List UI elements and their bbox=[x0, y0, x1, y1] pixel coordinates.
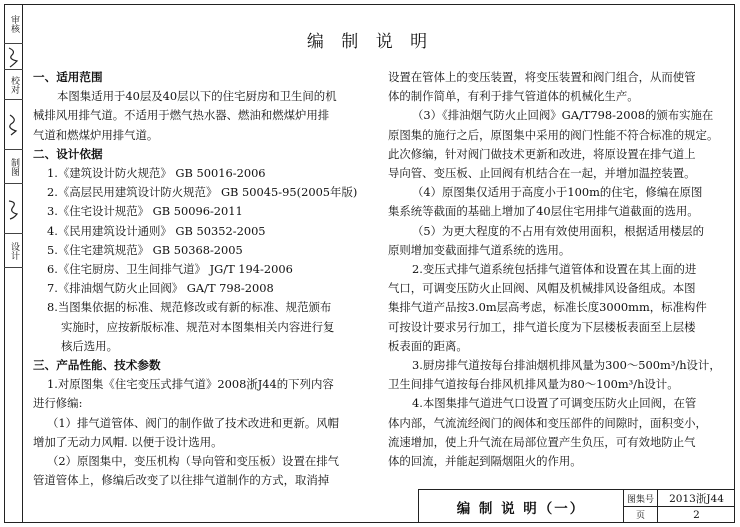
text-line: （1）排气道管体、阀门的制作做了技术改进和更新。风帽 bbox=[47, 415, 340, 430]
signoff-cell-draw bbox=[4, 150, 23, 184]
text-line: 板表面的距离。 bbox=[388, 338, 468, 353]
text-line: 4.本图集排气道进气口设置了可调变压防火止回阀，在管 bbox=[412, 396, 697, 411]
page-number-value: 2 bbox=[693, 508, 700, 521]
signature-stamp-icon bbox=[6, 197, 21, 221]
section-heading: 二、设计依据 bbox=[33, 146, 103, 161]
signoff-review-label: 审核 bbox=[9, 14, 19, 33]
drawing-name: 编 制 说 明（一） bbox=[419, 490, 624, 523]
text-line: 体的回流，并能起到隔烟阻火的作用。 bbox=[388, 454, 582, 469]
atlas-number-row bbox=[624, 490, 735, 507]
text-line: 集排气道产品按3.0m层高考虑，标准长度3000mm，标准构件 bbox=[388, 300, 707, 315]
text-line: 3.厨房排气道按每台排油烟机排风量为300～500m³/h设计， bbox=[412, 358, 721, 373]
text-line: 7.《排油烟气防火止回阀》 GA/T 798-2008 bbox=[47, 281, 274, 296]
text-line: 流速增加，使上升气流在局部位置产生负压，可有效地防止气 bbox=[388, 434, 696, 449]
signoff-check-label: 校对 bbox=[9, 75, 19, 94]
text-line: 集系统等截面的基础上增加了40层住宅用排气道截面的选用。 bbox=[388, 204, 699, 219]
text-line: 可按设计要求另行加工，排气道长度为下层楼板表面至上层楼 bbox=[388, 319, 696, 334]
page-title: 编 制 说 明 bbox=[306, 32, 434, 52]
signoff-cell-design bbox=[4, 234, 23, 268]
text-line: （4）原图集仅适用于高度小于100m的住宅，修编在原图 bbox=[412, 185, 703, 200]
text-line: 卫生间排气道按每台排风机排风量为80～100m³/h设计。 bbox=[388, 377, 679, 392]
text-line: 1.对原图集《住宅变压式排气道》2008浙J44的下列内容 bbox=[47, 377, 334, 392]
text-line: （3）《排油烟气防火止回阀》GA/T798-2008的颁布实施在 bbox=[412, 108, 714, 123]
text-line: 4.《民用建筑设计通则》 GB 50352-2005 bbox=[47, 223, 266, 238]
left-column bbox=[33, 68, 378, 490]
signoff-design-label: 设计 bbox=[9, 241, 19, 260]
text-line: 此次修编，针对阀门做技术更新和改进，将原设置在排气道上 bbox=[388, 146, 696, 161]
title-block bbox=[418, 489, 735, 523]
signoff-strip bbox=[4, 4, 23, 523]
section-heading: 一、适用范围 bbox=[33, 70, 103, 84]
atlas-number-label: 图集号 bbox=[624, 490, 658, 506]
atlas-number-value: 2013浙J44 bbox=[669, 492, 724, 505]
text-line: 原图集的施行之后，原图集中采用的阀门性能不符合标准的规定。 bbox=[388, 127, 719, 142]
text-line: （2）原图集中，变压机构（导向管和变压板）设置在排气 bbox=[47, 454, 340, 469]
page-number-label: 页 bbox=[624, 506, 658, 523]
signoff-draw-label: 制图 bbox=[9, 157, 19, 176]
text-line: 1.《建筑设计防火规范》 GB 50016-2006 bbox=[47, 166, 266, 181]
text-line: 气道和燃煤炉用排气道。 bbox=[33, 127, 159, 142]
text-line: 原则增加变截面排气道系统的选用。 bbox=[388, 242, 571, 257]
page-number-row bbox=[624, 506, 735, 523]
text-line: 2.变压式排气道系统包括排气道管体和设置在其上面的进 bbox=[412, 262, 697, 277]
signoff-cell-check-signature bbox=[4, 100, 23, 150]
text-line: 设置在管体上的变压装置，将变压装置和阀门组合，从而使管 bbox=[388, 70, 696, 84]
text-line: （5）为更大程度的不占用有效使用面积，根据适用楼层的 bbox=[412, 223, 705, 238]
text-line: 8.当图集依据的标准、规范修改或有新的标准、规范颁布 bbox=[47, 300, 332, 315]
text-line: 增加了无动力风帽. 以便于设计选用。 bbox=[33, 434, 223, 449]
text-line: 核后选用。 bbox=[61, 338, 118, 353]
text-line: 本图集适用于40层及40层以下的住宅厨房和卫生间的机 bbox=[57, 89, 337, 104]
text-line: 进行修编: bbox=[33, 396, 83, 411]
text-line: 2.《高层民用建筑设计防火规范》 GB 50045-95(2005年版) bbox=[47, 185, 358, 200]
section-heading: 三、产品性能、技术参数 bbox=[33, 358, 161, 373]
text-line: 体的制作简单，有利于排气管道体的机械化生产。 bbox=[388, 89, 639, 104]
text-line: 实施时，应按新版标准、规范对本图集相关内容进行复 bbox=[61, 319, 335, 334]
text-line: 管道管体上，修编后改变了以往排气道制作的方式，取消掉 bbox=[33, 473, 330, 488]
text-line: 导向管、变压板、止回阀有机结合在一起，并增加温控装置。 bbox=[388, 166, 696, 181]
right-column bbox=[388, 68, 728, 471]
text-line: 5.《住宅建筑规范》 GB 50368-2005 bbox=[47, 242, 243, 257]
signoff-cell-blank bbox=[4, 268, 23, 523]
signature-stamp-icon bbox=[6, 113, 21, 137]
text-line: 体内部，气流流经阀门的阀体和变压部件的间隙时，面积变小， bbox=[388, 415, 707, 430]
text-line: 械排风用排气道。不适用于燃气热水器、燃油和燃煤炉用排 bbox=[33, 108, 330, 123]
text-line: 气口，可调变压防火止回阀、风帽及机械排风设备组成。本图 bbox=[388, 281, 696, 296]
signoff-cell-check bbox=[4, 70, 23, 100]
text-line: 6.《住宅厨房、卫生间排气道》 JG/T 194-2006 bbox=[47, 262, 293, 277]
text-line: 3.《住宅设计规范》 GB 50096-2011 bbox=[47, 204, 243, 219]
signoff-cell-draw-signature bbox=[4, 184, 23, 234]
